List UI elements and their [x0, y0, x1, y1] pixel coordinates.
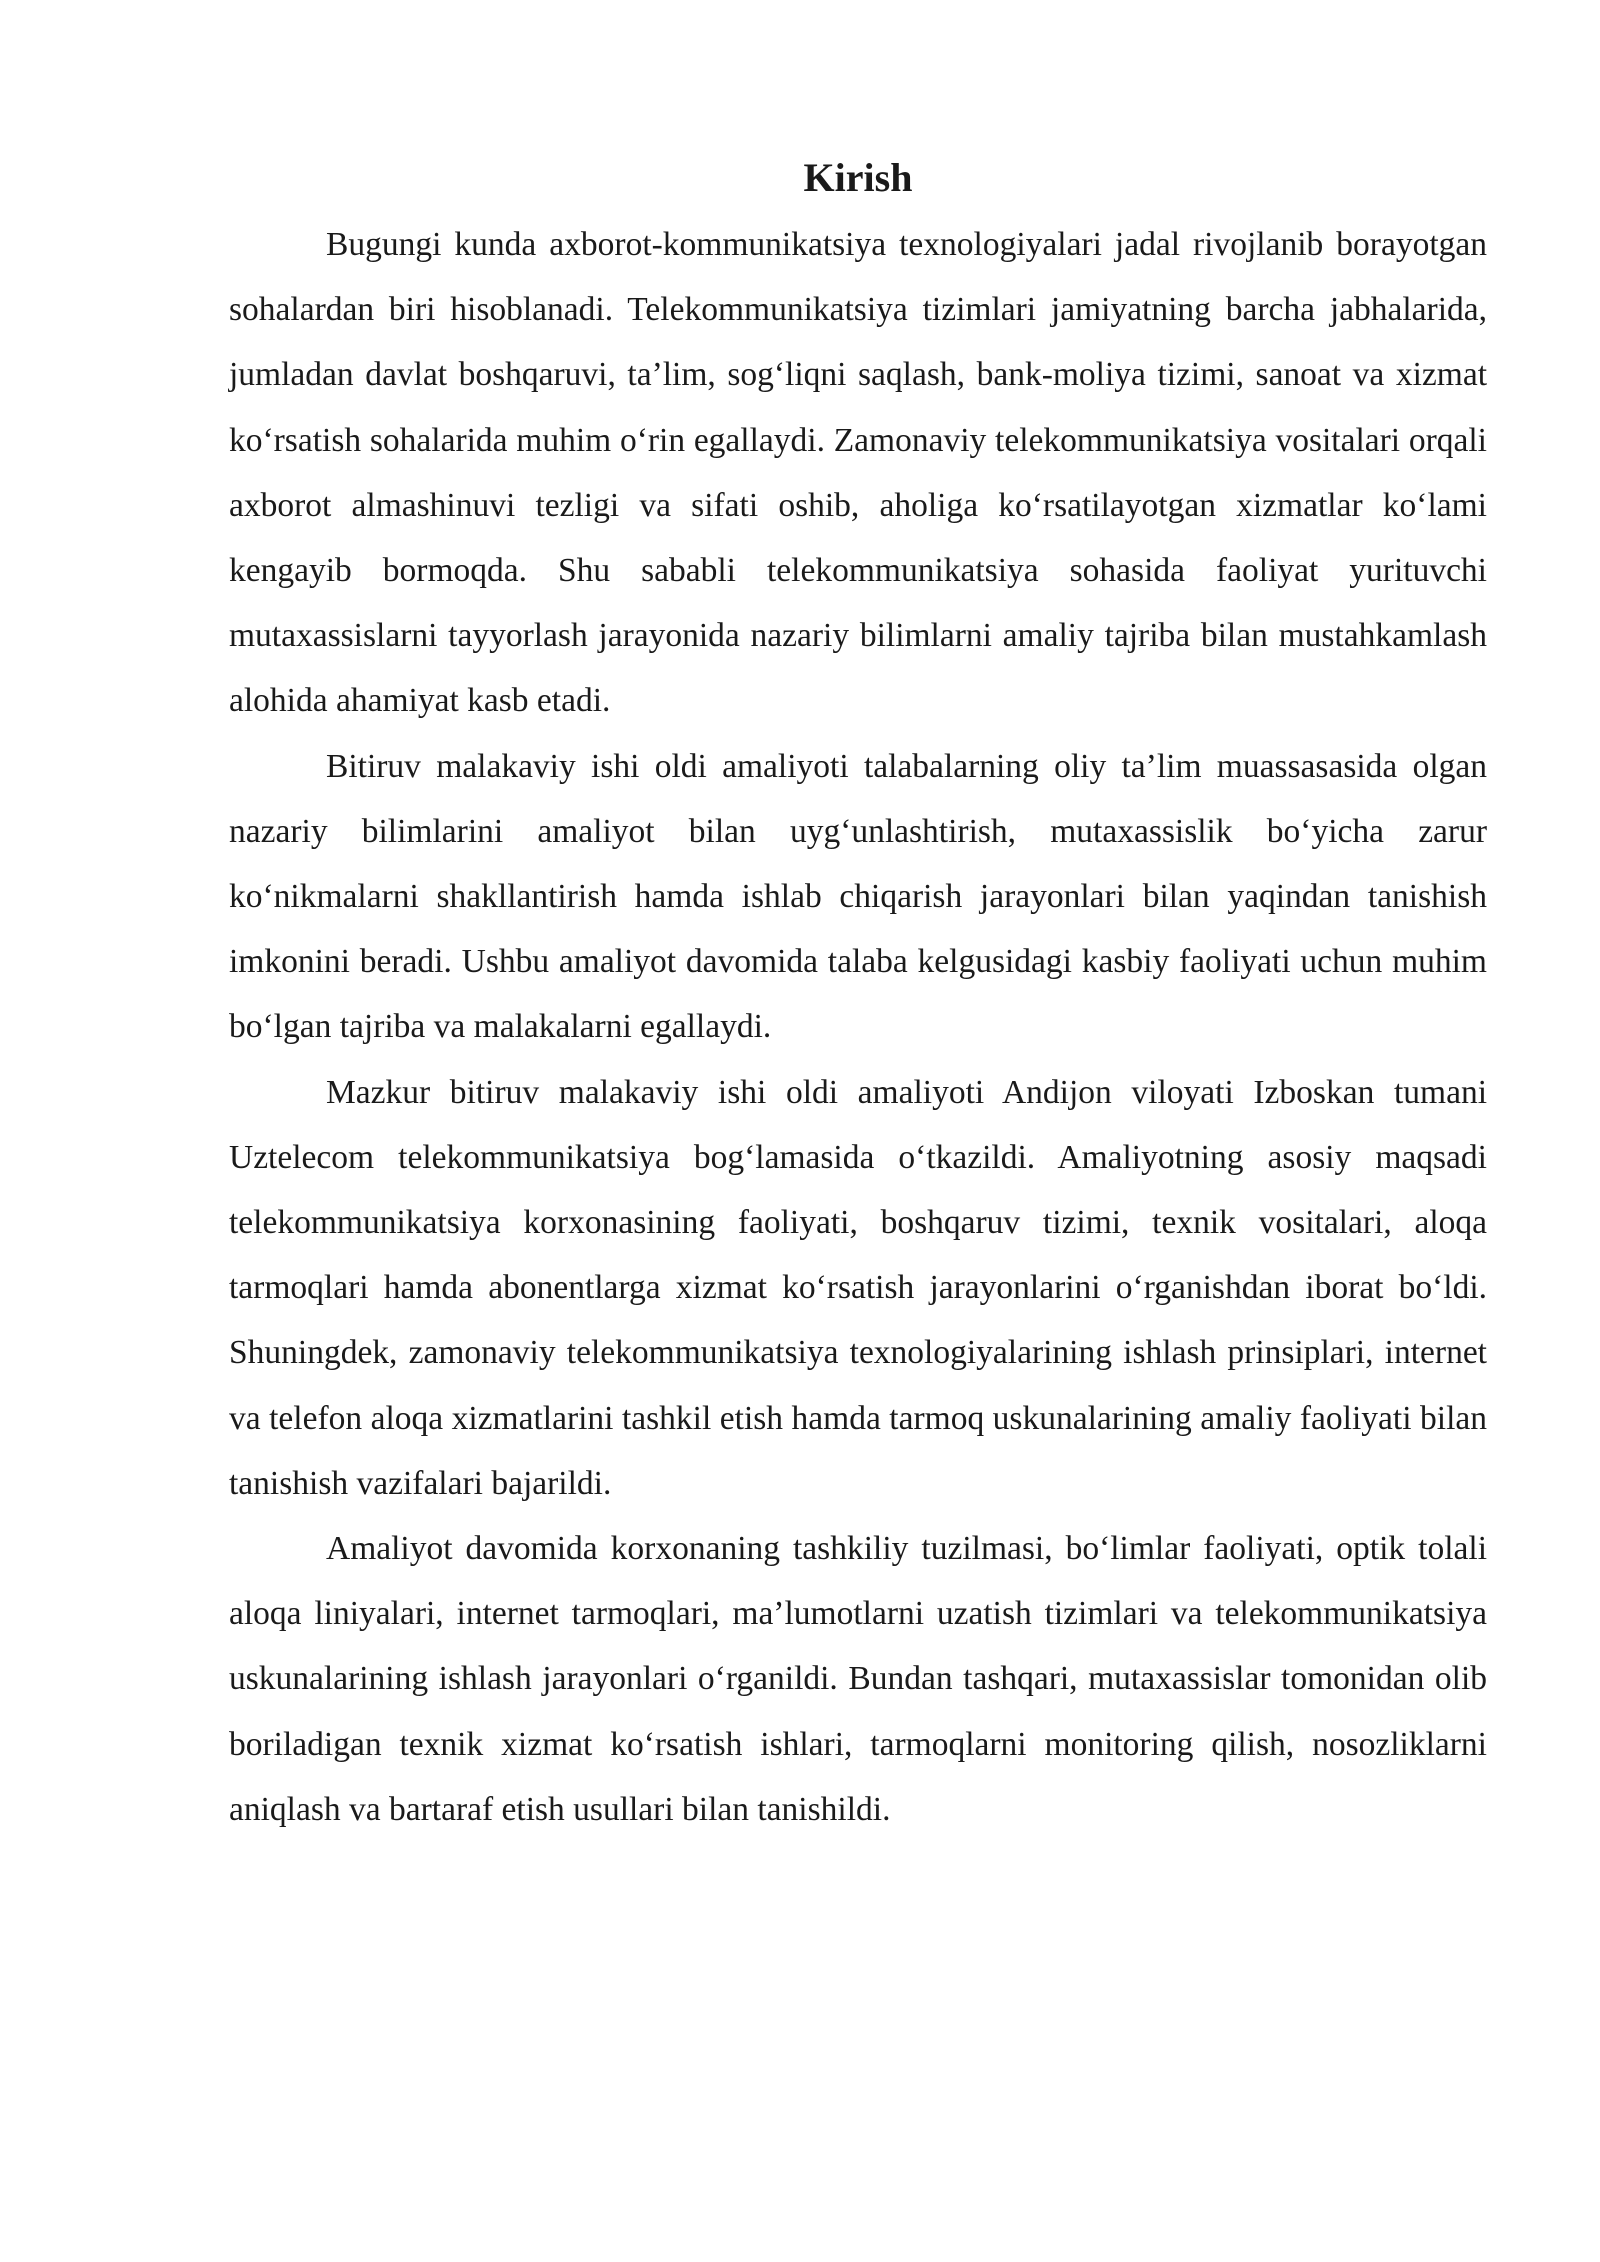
- paragraph-1: Bugungi kunda axborot-kommunikatsiya texnologiyalari jadal rivojlanib borayotgan sohalardan biri hisoblanadi. Telekommunikatsiya tizimlari jamiyatning barcha jabhalarida, jumladan davlat boshqaruvi, ta’lim, sog‘liqni saqlash, bank-moliya tizimi, sanoat va xizmat ko‘rsatish sohalarida muhim o‘rin egallaydi. Zamonaviy telekommunikatsiya vositalari orqali axborot almashinuvi tezligi va sifati oshib, aholiga ko‘rsatilayotgan xizmatlar ko‘lami kengayib bormoqda. Shu sababli telekommunikatsiya sohasida faoliyat yurituvchi mutaxassislarni tayyorlash jarayonida nazariy bilimlarni amaliy tajriba bilan mustahkamlash alohida ahamiyat kasb etadi.: [229, 226, 1487, 720]
- page-title: Kirish: [803, 155, 913, 200]
- paragraph-4: Amaliyot davomida korxonaning tashkiliy tuzilmasi, bo‘limlar faoliyati, optik tolali aloqa liniyalari, internet tarmoqlari, ma’lumotlarni uzatish tizimlari va telekommunikatsiya uskunalarining ishlash jarayonlari o‘rganildi. Bundan tashqari, mutaxassislar tomonidan olib boriladigan texnik xizmat ko‘rsatish ishlari, tarmoqlarni monitoring qilish, nosozliklarni aniqlash va bartaraf etish usullari bilan tanishildi.: [229, 1530, 1487, 1828]
- document-body: [229, 150, 1487, 1842]
- paragraph-2: Bitiruv malakaviy ishi oldi amaliyoti talabalarning oliy ta’lim muassasasida olgan nazariy bilimlarini amaliyot bilan uyg‘unlashtirish, mutaxassislik bo‘yicha zarur ko‘nikmalarni shakllantirish hamda ishlab chiqarish jarayonlari bilan yaqindan tanishish imkonini beradi. Ushbu amaliyot davomida talaba kelgusidagi kasbiy faoliyati uchun muhim bo‘lgan tajriba va malakalarni egallaydi.: [229, 747, 1487, 1046]
- paragraph-3: Mazkur bitiruv malakaviy ishi oldi amaliyoti Andijon viloyati Izboskan tumani Uztelecom telekommunikatsiya bog‘lamasida o‘tkazildi. Amaliyotning asosiy maqsadi telekommunikatsiya korxonasining faoliyati, boshqaruv tizimi, texnik vositalari, aloqa tarmoqlari hamda abonentlarga xizmat ko‘rsatish jarayonlarini o‘rganishdan iborat bo‘ldi. Shuningdek, zamonaviy telekommunikatsiya texnologiyalarining ishlash prinsiplari, internet va telefon aloqa xizmatlarini tashkil etish hamda tarmoq uskunalarining amaliy faoliyati bilan tanishish vazifalari bajarildi.: [229, 1073, 1487, 1502]
